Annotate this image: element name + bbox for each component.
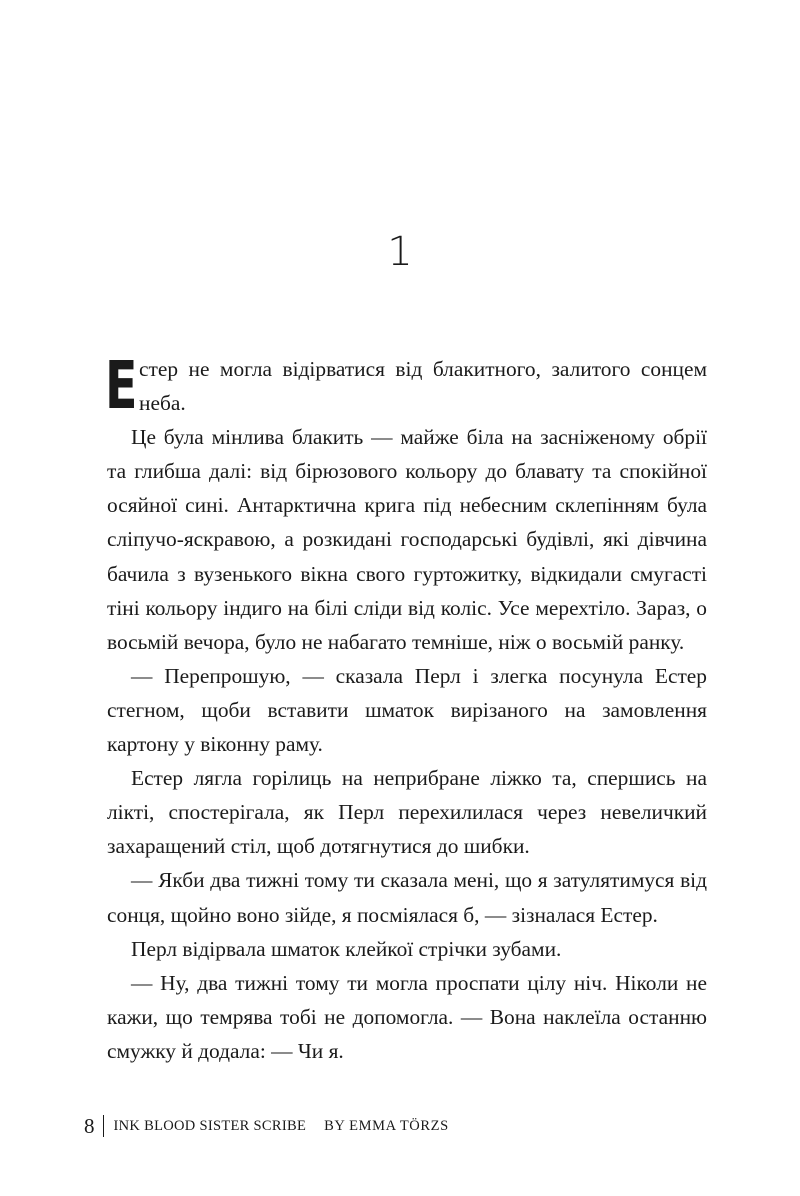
- chapter-body: [105, 347, 707, 1068]
- paragraph-7: — Ну, два тижні тому ти могла проспати цілу ніч. Ніколи не кажи, що темрява тобі не допомогла. — Вона наклеїла останню смужку й додала: — Чи я.: [107, 970, 707, 1063]
- running-title: INK BLOOD SISTER SCRIBE: [113, 1117, 307, 1134]
- paragraph-4: Естер лягла горілиць на неприбране ліжко та, спершись на лікті, спостерігала, як Перл перехилилася через невеличкий захаращений стіл, щоб дотягнутися до шибки.: [107, 766, 707, 859]
- running-author: BY EMMA TÖRZS: [324, 1117, 449, 1134]
- paragraph-2: Це була мінлива блакить — майже біла на засніженому обрії та глибша далі: від бірюзового кольору до блавату та спокійної осяйної сині. Антарктична крига під небесним склепінням була сліпучо-яскравою, а розкидані господарські будівлі, які дівчина бачила з вузенького вікна свого гуртожитку, відкидали смугасті тіні кольору індиго на білі сліди від коліс. Усе мерехтіло. Зараз, о восьмій вечора, було не набагато темніше, ніж о восьмій ранку.: [107, 425, 707, 654]
- paragraph-1-text: стер не могла відірватися від блакитного, залитого сонцем неба.: [139, 357, 707, 416]
- paragraph-1: [105, 347, 707, 424]
- chapter-number: 1: [387, 229, 413, 275]
- page-footer: [84, 1114, 449, 1138]
- dropcap: Е: [105, 347, 138, 424]
- footer-separator: [103, 1115, 104, 1137]
- page-number: 8: [84, 1113, 95, 1138]
- paragraph-3: — Перепрошую, — сказала Перл і злегка посунула Естер стегном, щоби вставити шматок вирізаного на замовлення картону у віконну раму.: [107, 663, 707, 757]
- paragraph-5: — Якби два тижні тому ти сказала мені, що я затулятимуся від сонця, щойно воно зійде, я посміялася б, — зізналася Естер.: [107, 868, 707, 927]
- paragraph-6: Перл відірвала шматок клейкої стрічки зубами.: [131, 936, 562, 961]
